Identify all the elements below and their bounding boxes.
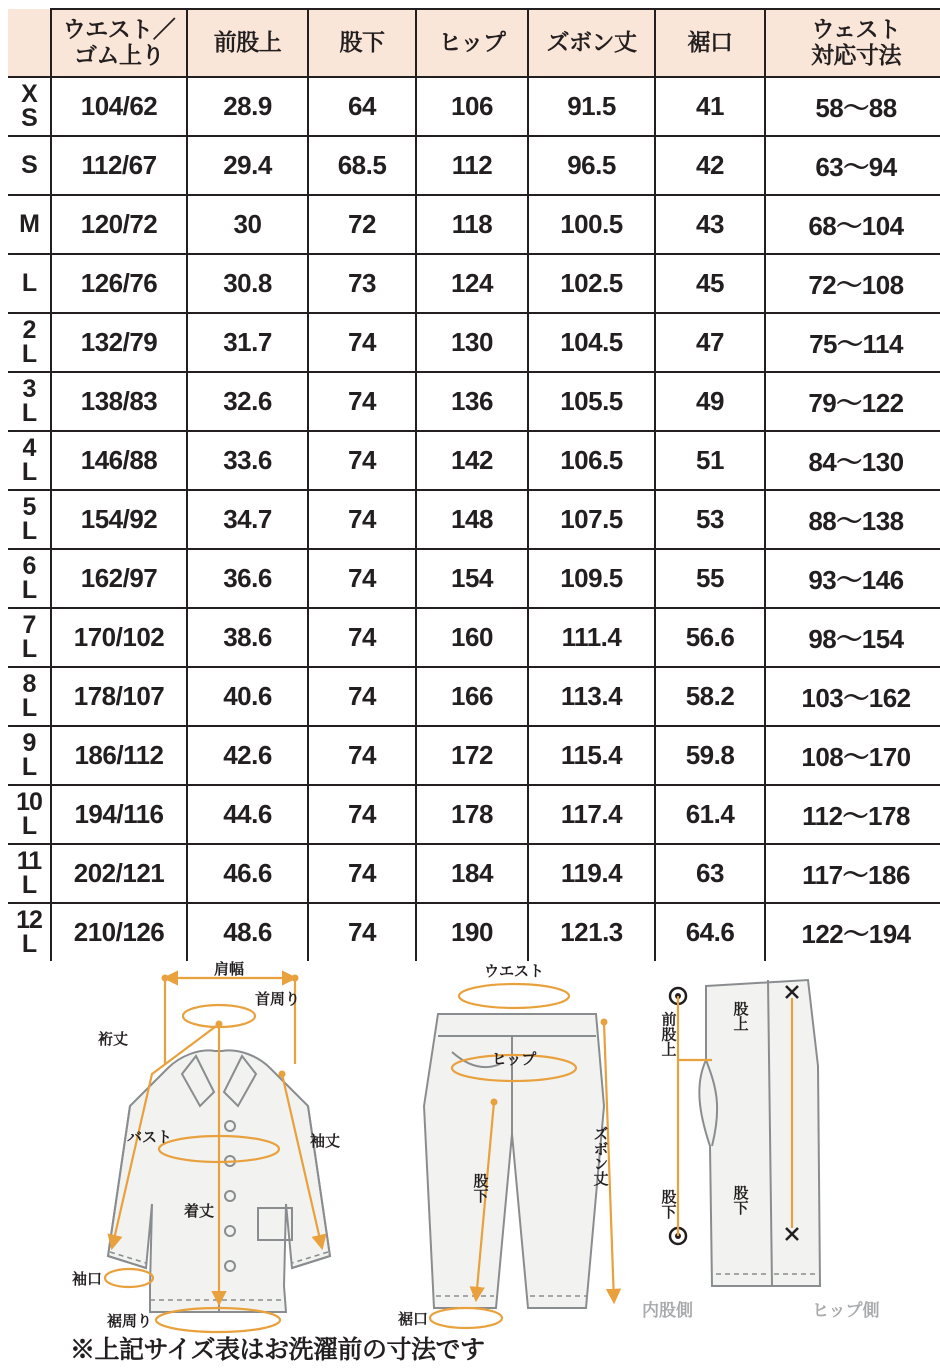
cell-waist: 132/79 bbox=[51, 313, 187, 372]
cell-hem: 43 bbox=[655, 195, 765, 254]
size-line: 8 bbox=[22, 669, 36, 698]
row-size-label bbox=[8, 785, 51, 844]
cell-waist: 186/112 bbox=[51, 726, 187, 785]
cell-inseam: 68.5 bbox=[308, 136, 416, 195]
size-line: M bbox=[19, 209, 39, 238]
cell-waist-fit: 112〜178 bbox=[765, 785, 940, 844]
cell-waist: 104/62 bbox=[51, 77, 187, 136]
table-row bbox=[8, 372, 940, 431]
label-bust: バスト bbox=[126, 1129, 172, 1146]
cell-waist-fit: 98〜154 bbox=[765, 608, 940, 667]
header-waist-line2: ゴム上り bbox=[74, 42, 164, 68]
cell-inseam: 74 bbox=[308, 903, 416, 961]
label-hip-side: ヒップ側 bbox=[812, 1301, 880, 1320]
row-size-label bbox=[8, 254, 51, 313]
size-line: 4 bbox=[22, 433, 36, 462]
cell-waist-fit: 117〜186 bbox=[765, 844, 940, 903]
size-line: 9 bbox=[22, 728, 36, 757]
measurement-diagram bbox=[0, 956, 940, 1368]
cell-waist-fit: 58〜88 bbox=[765, 77, 940, 136]
row-size-label bbox=[8, 844, 51, 903]
cell-hip: 160 bbox=[416, 608, 528, 667]
cell-inseam: 74 bbox=[308, 490, 416, 549]
cell-hem: 41 bbox=[655, 77, 765, 136]
size-line: 2 bbox=[22, 315, 36, 344]
size-line: L bbox=[21, 634, 37, 663]
cell-front-rise: 36.6 bbox=[187, 549, 308, 608]
cell-trouser-length: 106.5 bbox=[528, 431, 655, 490]
pants-illustration bbox=[397, 963, 614, 1328]
row-size-label bbox=[8, 313, 51, 372]
size-table bbox=[8, 8, 940, 961]
table-row bbox=[8, 844, 940, 903]
cell-hem: 56.6 bbox=[655, 608, 765, 667]
cell-waist-fit: 103〜162 bbox=[765, 667, 940, 726]
cell-hip: 172 bbox=[416, 726, 528, 785]
cell-hem: 59.8 bbox=[655, 726, 765, 785]
cell-hem: 53 bbox=[655, 490, 765, 549]
table-row bbox=[8, 431, 940, 490]
cell-hip: 166 bbox=[416, 667, 528, 726]
label-rise-inseam: 股下 bbox=[731, 1185, 749, 1215]
size-line: L bbox=[21, 457, 37, 486]
size-line: L bbox=[21, 870, 37, 899]
header-hem: 裾口 bbox=[655, 9, 765, 77]
label-cuff: 袖口 bbox=[71, 1271, 102, 1288]
cell-trouser-length: 115.4 bbox=[528, 726, 655, 785]
size-line: 10 bbox=[16, 787, 42, 816]
size-line: L bbox=[21, 752, 37, 781]
cell-inseam: 74 bbox=[308, 844, 416, 903]
cell-front-rise: 38.6 bbox=[187, 608, 308, 667]
table-row bbox=[8, 785, 940, 844]
label-trouser-length: ズボン丈 bbox=[591, 1126, 609, 1186]
cell-inseam: 74 bbox=[308, 726, 416, 785]
size-line: L bbox=[21, 268, 37, 297]
label-yuki: 裄丈 bbox=[97, 1031, 129, 1048]
cell-hem: 61.4 bbox=[655, 785, 765, 844]
size-table-body bbox=[8, 77, 940, 961]
row-size-label bbox=[8, 667, 51, 726]
size-table-header bbox=[8, 9, 940, 77]
row-size-label bbox=[8, 903, 51, 961]
table-row bbox=[8, 313, 940, 372]
jacket-illustration bbox=[72, 960, 340, 1332]
cell-waist: 194/116 bbox=[51, 785, 187, 844]
header-hip: ヒップ bbox=[416, 9, 528, 77]
header-trouser-length: ズボン丈 bbox=[528, 9, 655, 77]
label-rise: 股上 bbox=[731, 1001, 749, 1031]
cell-inseam: 74 bbox=[308, 431, 416, 490]
label-pants-hem: 裾口 bbox=[397, 1311, 428, 1328]
table-row bbox=[8, 608, 940, 667]
header-waist bbox=[51, 9, 187, 77]
cell-front-rise: 31.7 bbox=[187, 313, 308, 372]
cell-waist: 138/83 bbox=[51, 372, 187, 431]
cell-waist: 126/76 bbox=[51, 254, 187, 313]
cell-front-rise: 32.6 bbox=[187, 372, 308, 431]
cell-inseam: 74 bbox=[308, 785, 416, 844]
cell-hip: 118 bbox=[416, 195, 528, 254]
cell-hem: 47 bbox=[655, 313, 765, 372]
cell-trouser-length: 105.5 bbox=[528, 372, 655, 431]
label-hem: 裾周り bbox=[106, 1313, 152, 1330]
cell-hip: 190 bbox=[416, 903, 528, 961]
cell-front-rise: 34.7 bbox=[187, 490, 308, 549]
header-front-rise: 前股上 bbox=[187, 9, 308, 77]
row-size-label bbox=[8, 77, 51, 136]
cell-trouser-length: 109.5 bbox=[528, 549, 655, 608]
label-front-inseam: 股下 bbox=[659, 1189, 677, 1219]
size-line: L bbox=[21, 693, 37, 722]
cell-hip: 148 bbox=[416, 490, 528, 549]
table-header-row bbox=[8, 9, 940, 77]
cell-hem: 45 bbox=[655, 254, 765, 313]
header-size-corner bbox=[8, 9, 51, 77]
label-hip: ヒップ bbox=[491, 1051, 537, 1068]
cell-hip: 106 bbox=[416, 77, 528, 136]
cell-waist: 120/72 bbox=[51, 195, 187, 254]
label-inner-side: 内股側 bbox=[642, 1301, 693, 1320]
size-chart-page bbox=[0, 8, 940, 1368]
cell-hem: 63 bbox=[655, 844, 765, 903]
cell-trouser-length: 91.5 bbox=[528, 77, 655, 136]
cell-waist: 210/126 bbox=[51, 903, 187, 961]
size-line: S bbox=[21, 150, 37, 179]
cell-trouser-length: 113.4 bbox=[528, 667, 655, 726]
label-shoulder: 肩幅 bbox=[213, 961, 245, 978]
cell-front-rise: 44.6 bbox=[187, 785, 308, 844]
cell-inseam: 73 bbox=[308, 254, 416, 313]
cell-waist-fit: 122〜194 bbox=[765, 903, 940, 961]
cell-trouser-length: 100.5 bbox=[528, 195, 655, 254]
size-line: L bbox=[21, 929, 37, 958]
row-size-label bbox=[8, 726, 51, 785]
cell-waist-fit: 79〜122 bbox=[765, 372, 940, 431]
cell-hem: 49 bbox=[655, 372, 765, 431]
size-line: 5 bbox=[22, 492, 36, 521]
cell-inseam: 74 bbox=[308, 608, 416, 667]
row-size-label bbox=[8, 431, 51, 490]
cell-inseam: 74 bbox=[308, 667, 416, 726]
cell-front-rise: 29.4 bbox=[187, 136, 308, 195]
table-row bbox=[8, 903, 940, 961]
cell-front-rise: 46.6 bbox=[187, 844, 308, 903]
size-line: 6 bbox=[22, 551, 36, 580]
row-size-label bbox=[8, 608, 51, 667]
cell-waist-fit: 68〜104 bbox=[765, 195, 940, 254]
cell-hip: 178 bbox=[416, 785, 528, 844]
table-row bbox=[8, 667, 940, 726]
cell-waist-fit: 63〜94 bbox=[765, 136, 940, 195]
cell-hem: 55 bbox=[655, 549, 765, 608]
header-fit-line2: 対応寸法 bbox=[811, 42, 901, 68]
cell-trouser-length: 107.5 bbox=[528, 490, 655, 549]
cell-waist-fit: 108〜170 bbox=[765, 726, 940, 785]
header-waist-fit bbox=[765, 9, 940, 77]
row-size-label bbox=[8, 136, 51, 195]
table-row bbox=[8, 136, 940, 195]
table-row bbox=[8, 549, 940, 608]
cell-waist: 170/102 bbox=[51, 608, 187, 667]
cell-hip: 184 bbox=[416, 844, 528, 903]
label-neck: 首周り bbox=[255, 991, 301, 1008]
cell-inseam: 64 bbox=[308, 77, 416, 136]
cell-waist-fit: 75〜114 bbox=[765, 313, 940, 372]
cell-trouser-length: 119.4 bbox=[528, 844, 655, 903]
cell-waist: 154/92 bbox=[51, 490, 187, 549]
size-line: L bbox=[21, 516, 37, 545]
cell-hip: 154 bbox=[416, 549, 528, 608]
table-row bbox=[8, 77, 940, 136]
header-waist-line1: ウエスト／ bbox=[62, 16, 176, 43]
cell-trouser-length: 117.4 bbox=[528, 785, 655, 844]
cell-trouser-length: 104.5 bbox=[528, 313, 655, 372]
cell-hip: 124 bbox=[416, 254, 528, 313]
row-size-label bbox=[8, 490, 51, 549]
cell-hip: 112 bbox=[416, 136, 528, 195]
label-front-rise: 前股上 bbox=[659, 1011, 677, 1057]
cell-waist-fit: 88〜138 bbox=[765, 490, 940, 549]
cell-waist: 162/97 bbox=[51, 549, 187, 608]
cell-trouser-length: 102.5 bbox=[528, 254, 655, 313]
size-line: 7 bbox=[22, 610, 36, 639]
cell-waist: 146/88 bbox=[51, 431, 187, 490]
cell-hem: 58.2 bbox=[655, 667, 765, 726]
cell-hem: 64.6 bbox=[655, 903, 765, 961]
cell-front-rise: 28.9 bbox=[187, 77, 308, 136]
rise-illustration bbox=[642, 980, 880, 1320]
cell-hem: 51 bbox=[655, 431, 765, 490]
row-size-label bbox=[8, 372, 51, 431]
label-waist: ウエスト bbox=[483, 963, 545, 980]
size-line: 3 bbox=[22, 374, 36, 403]
cell-waist-fit: 72〜108 bbox=[765, 254, 940, 313]
cell-front-rise: 42.6 bbox=[187, 726, 308, 785]
cell-hip: 130 bbox=[416, 313, 528, 372]
cell-trouser-length: 96.5 bbox=[528, 136, 655, 195]
cell-trouser-length: 111.4 bbox=[528, 608, 655, 667]
label-inseam: 股下 bbox=[471, 1173, 489, 1203]
table-row bbox=[8, 195, 940, 254]
cell-inseam: 72 bbox=[308, 195, 416, 254]
cell-hip: 142 bbox=[416, 431, 528, 490]
size-line: L bbox=[21, 811, 37, 840]
size-line: L bbox=[21, 339, 37, 368]
cell-waist: 178/107 bbox=[51, 667, 187, 726]
row-size-label bbox=[8, 195, 51, 254]
label-sleeve: 袖丈 bbox=[309, 1133, 340, 1150]
cell-trouser-length: 121.3 bbox=[528, 903, 655, 961]
cell-front-rise: 30.8 bbox=[187, 254, 308, 313]
cell-inseam: 74 bbox=[308, 313, 416, 372]
cell-waist-fit: 93〜146 bbox=[765, 549, 940, 608]
cell-front-rise: 40.6 bbox=[187, 667, 308, 726]
cell-front-rise: 48.6 bbox=[187, 903, 308, 961]
cell-waist-fit: 84〜130 bbox=[765, 431, 940, 490]
cell-inseam: 74 bbox=[308, 549, 416, 608]
header-fit-line1: ウェスト bbox=[811, 16, 901, 43]
table-row bbox=[8, 254, 940, 313]
cell-inseam: 74 bbox=[308, 372, 416, 431]
cell-front-rise: 33.6 bbox=[187, 431, 308, 490]
size-line: L bbox=[21, 398, 37, 427]
size-line: L bbox=[21, 575, 37, 604]
cell-waist: 112/67 bbox=[51, 136, 187, 195]
cell-hem: 42 bbox=[655, 136, 765, 195]
cell-waist: 202/121 bbox=[51, 844, 187, 903]
cell-hip: 136 bbox=[416, 372, 528, 431]
cell-front-rise: 30 bbox=[187, 195, 308, 254]
label-length: 着丈 bbox=[183, 1203, 214, 1220]
table-row bbox=[8, 490, 940, 549]
table-row bbox=[8, 726, 940, 785]
row-size-label bbox=[8, 549, 51, 608]
header-inseam: 股下 bbox=[308, 9, 416, 77]
size-line: 11 bbox=[16, 846, 42, 875]
size-line: 12 bbox=[16, 905, 42, 934]
size-line: X bbox=[21, 79, 37, 108]
note-text: ※上記サイズ表はお洗濯前の寸法です bbox=[70, 1336, 485, 1364]
size-line: S bbox=[21, 103, 37, 132]
